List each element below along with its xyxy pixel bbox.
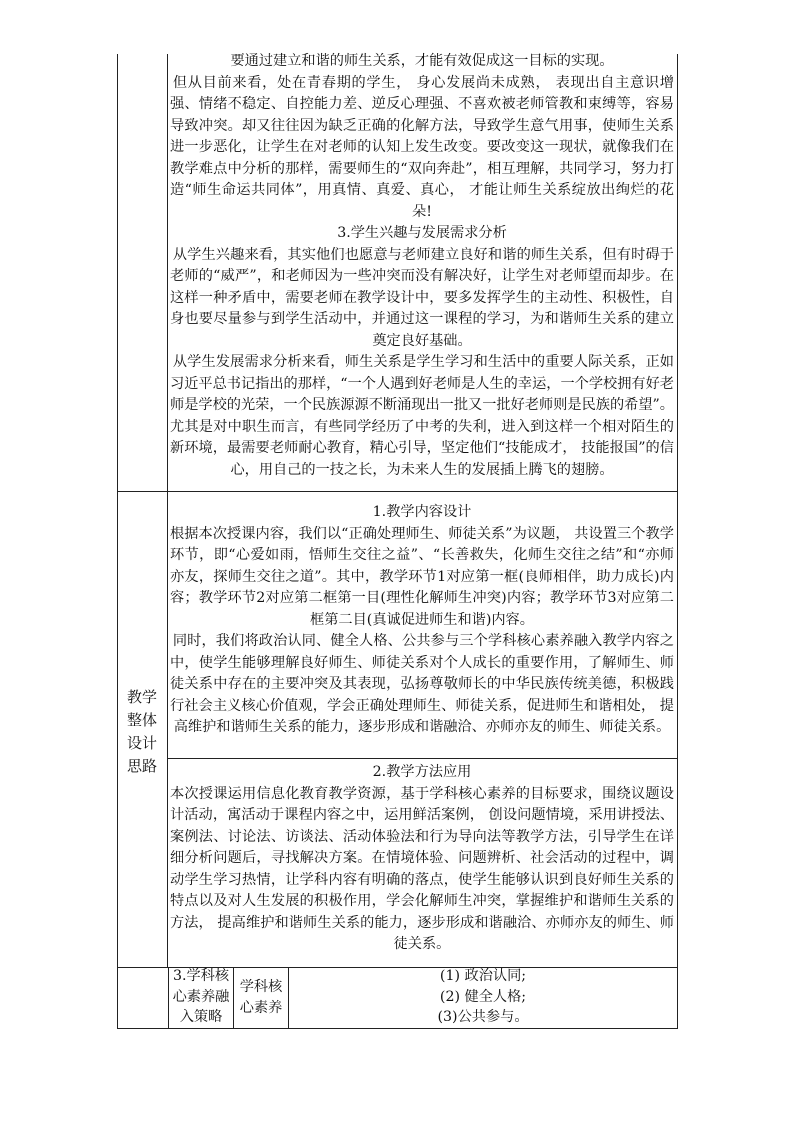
- teaching-method-block: [170, 762, 674, 956]
- row-divider-1: [117, 491, 678, 492]
- column-divider: [167, 54, 168, 967]
- block-heading: 2.教学方法应用: [372, 764, 472, 780]
- sub-column-divider-1: [168, 967, 169, 1029]
- list-item: (2) 健全人格;: [439, 988, 527, 1005]
- row-label-teaching-design: 教学整体设计思路: [126, 688, 157, 775]
- teaching-content-block: [170, 502, 674, 739]
- section-heading: 3.学生兴趣与发展需求分析: [337, 225, 507, 241]
- paragraph: 要通过建立和谐的师生关系，才能有效促成这一目标的实现。: [230, 53, 614, 69]
- paragraph: 本次授课运用信息化教育教学资源，基于学科核心素养的目标要求，围绕议题设计活动，寓活动于课程内容之中，运用鲜活案例， 创设问题情境，采用讲授法、案例法、讨论法、访谈法、活动体验法和行为导向法等教学方法，引导学生在详细分析问题后，寻找解决方案。在情境体验、问题辨析、社会活动的过程中，调动学生学习热情，让学科内容有明确的落点，使学生能够认识到良好师生关系的特点以及对人生发展的积极作用，学会化解师生冲突，掌握维护和谐师生关系的方法， 提高维护和谐师生关系的能力，逐步形成和谐融洽、亦师亦友的师生、师徒关系。: [170, 785, 674, 952]
- block-divider: [167, 758, 678, 759]
- section-a-text: [170, 51, 674, 481]
- core-literacy-strategy-label: 3.学科核心素养融入策略: [172, 968, 230, 1025]
- sub-column-divider-3: [288, 967, 289, 1029]
- list-item: (1) 政治认同;: [439, 968, 527, 984]
- table-border-left: [117, 54, 118, 1029]
- core-literacy-list: [292, 966, 674, 1028]
- table-border-bottom: [117, 1028, 678, 1029]
- table-border-right: [677, 54, 678, 1029]
- paragraph: 同时，我们将政治认同、健全人格、公共参与三个学科核心素养融入教学内容之中，使学生能够理解良好师生、师徒关系对个人成长的重要作用，了解师生、师徒关系中存在的主要冲突及其表现，弘扬尊敬师长的中华民族传统美德，积极践行社会主义核心价值观，学会正确处理师生、师徒关系，促进师生和谐相处， 提高维护和谐师生关系的能力，逐步形成和谐融洽、亦师亦友的师生、师徒关系。: [170, 633, 674, 735]
- paragraph: 但从目前来看，处在青春期的学生， 身心发展尚未成熟， 表现出自主意识增强、情绪不稳定、自控能力差、逆反心理强、不喜欢被老师管教和束缚等，容易导致冲突。却又往往因为缺乏正确的化解方法，导致学生意气用事，使师生关系进一步恶化，让学生在对老师的认知上发生改变。要改变这一现状，就像我们在教学难点中分析的那样，需要师生的“双向奔赴”，相互理解，共同学习，努力打造“师生命运共同体”，用真情、真爱、真心， 才能让师生关系绽放出绚烂的花朵!: [170, 74, 674, 220]
- core-literacy-label: 学科核心素养: [239, 979, 283, 1016]
- paragraph: 从学生发展需求分析来看，师生关系是学生学习和生活中的重要人际关系，正如习近平总书记指出的那样，“一个人遇到好老师是人生的幸运，一个学校拥有好老师是学校的光荣，一个民族源源不断涌现出一批又一批好老师则是民族的希望”。尤其是对中职生而言，有些同学经历了中考的失利，进入到这样一个相对陌生的新环境，最需要老师耐心教育，精心引导，坚定他们“技能成才， 技能报国”的信心，用自己的一技之长，为未来人生的发展插上腾飞的翅膀。: [170, 354, 674, 478]
- paragraph: 根据本次授课内容，我们以“正确处理师生、师徒关系”为议题， 共设置三个教学环节，即“心爱如雨，悟师生交往之益”、“长善救失，化师生交往之结”和“亦师亦友，探师生交往之道”。其中，教学环节1对应第一框(良师相伴，助力成长)内容；教学环节2对应第二框第一目(理性化解师生冲突)内容；教学环节3对应第二框第二目(真诚促进师生和谐)内容。: [170, 525, 674, 628]
- sub-column-divider-2: [233, 967, 234, 1029]
- block-heading: 1.教学内容设计: [372, 504, 472, 520]
- list-item: (3)公共参与。: [437, 1009, 529, 1025]
- paragraph: 从学生兴趣来看，其实他们也愿意与老师建立良好和谐的师生关系，但有时碍于老师的“威严”，和老师因为一些冲突而没有解决好，让学生对老师望而却步。在这样一种矛盾中，需要老师在教学设计中，要多发挥学生的主动性、积极性，自身也要尽量参与到学生活动中，并通过这一课程的学习，为和谐师生关系的建立奠定良好基础。: [170, 246, 674, 349]
